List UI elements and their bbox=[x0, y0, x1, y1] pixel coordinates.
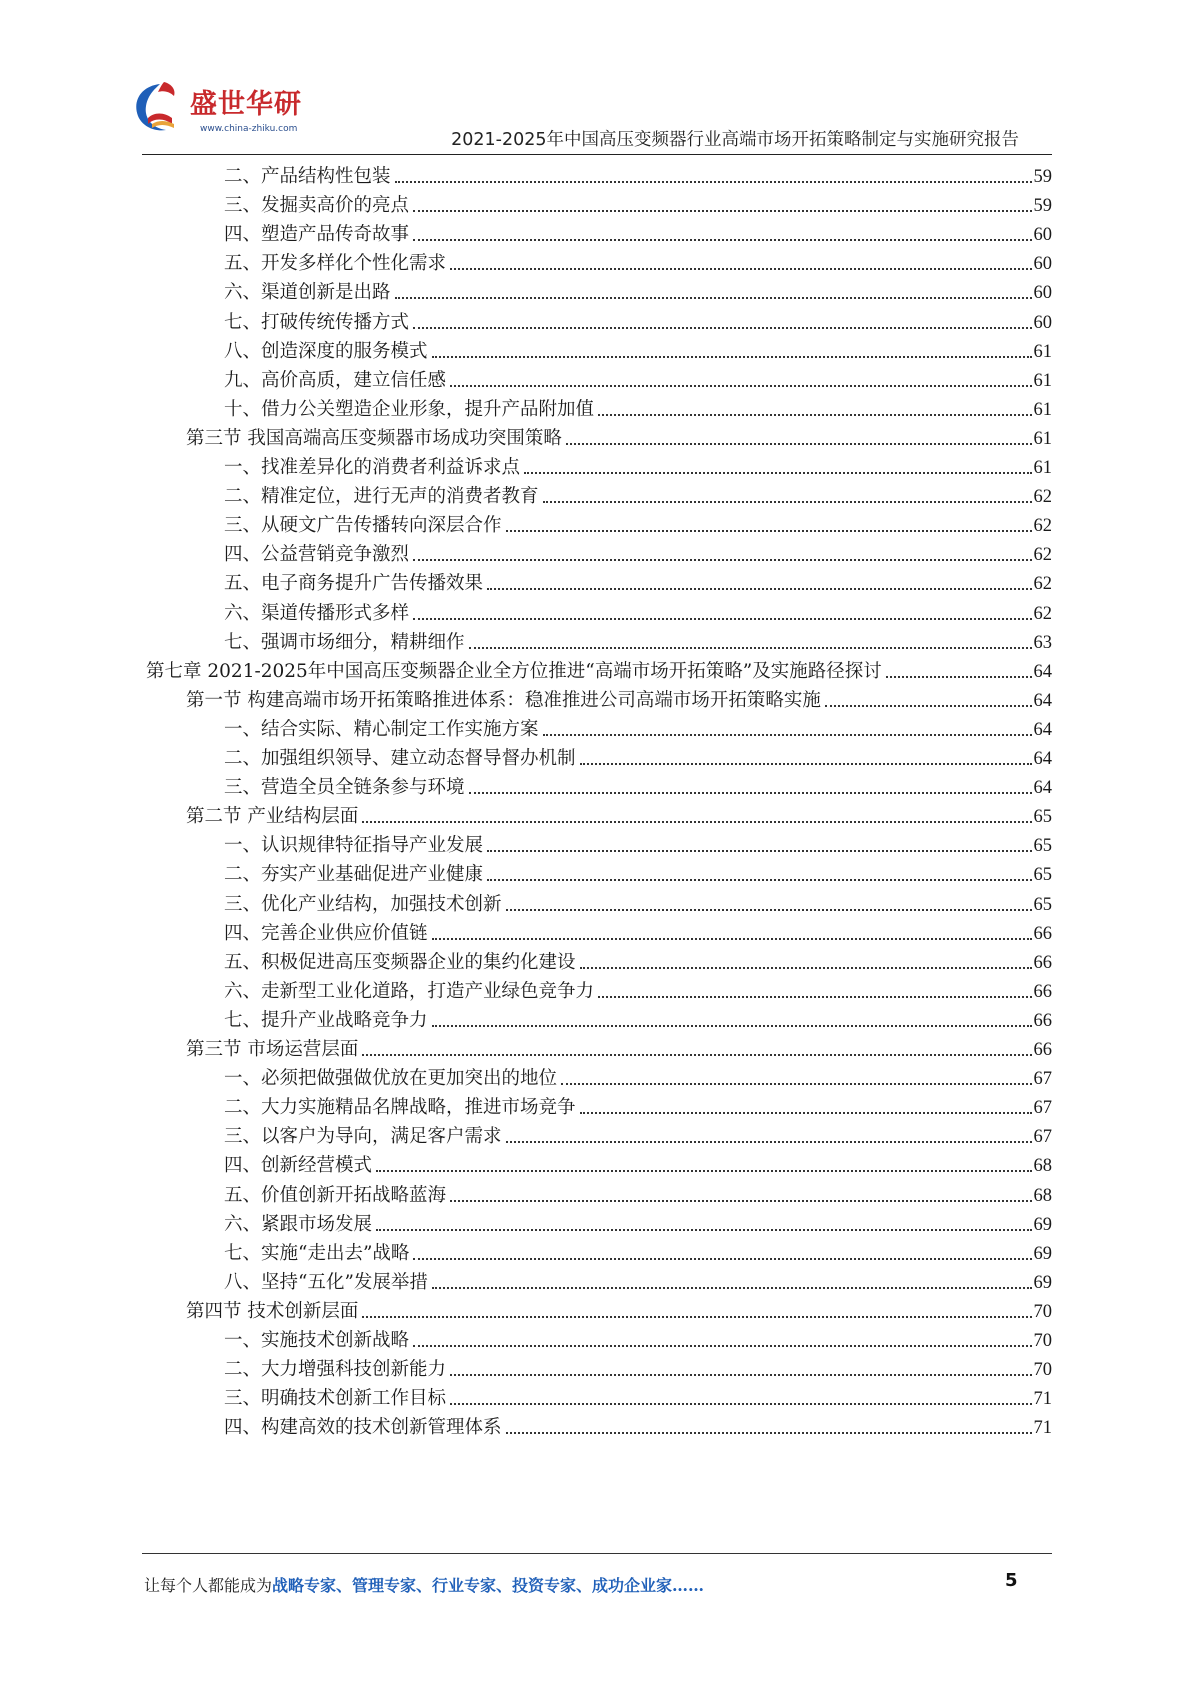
toc-entry-page: 65 bbox=[1033, 895, 1052, 915]
footer-divider bbox=[142, 1553, 1052, 1554]
toc-dot-leader bbox=[506, 1432, 1032, 1434]
toc-entry-label: 三、优化产业结构，加强技术创新 bbox=[224, 894, 502, 915]
toc-entry-page: 62 bbox=[1033, 604, 1052, 624]
toc-dot-leader bbox=[580, 763, 1032, 765]
toc-entry-label: 一、找准差异化的消费者利益诉求点 bbox=[224, 457, 521, 478]
toc-entry[interactable] bbox=[224, 216, 1052, 246]
toc-dot-leader bbox=[566, 443, 1032, 445]
toc-entry[interactable] bbox=[186, 1293, 1052, 1323]
toc-entry-label: 第三节 我国高端高压变频器市场成功突围策略 bbox=[186, 428, 562, 449]
toc-entry[interactable] bbox=[224, 304, 1052, 334]
toc-entry-page: 66 bbox=[1033, 1040, 1052, 1060]
logo-url: www.china-zhiku.com bbox=[200, 124, 298, 134]
toc-entry[interactable] bbox=[224, 915, 1052, 945]
toc-entry-label: 第四节 技术创新层面 bbox=[186, 1301, 359, 1322]
toc-entry-page: 60 bbox=[1033, 283, 1052, 303]
toc-entry-label: 第一节 构建高端市场开拓策略推进体系：稳准推进公司高端市场开拓策略实施 bbox=[186, 690, 821, 711]
toc-dot-leader bbox=[362, 821, 1031, 823]
toc-entry-label: 八、创造深度的服务模式 bbox=[224, 341, 428, 362]
toc-entry-page: 61 bbox=[1033, 458, 1052, 478]
toc-dot-leader bbox=[362, 1316, 1031, 1318]
toc-entry-label: 四、塑造产品传奇故事 bbox=[224, 224, 410, 245]
toc-dot-leader bbox=[413, 239, 1031, 241]
toc-entry[interactable] bbox=[224, 449, 1052, 479]
toc-dot-leader bbox=[450, 1403, 1031, 1405]
toc-entry-page: 70 bbox=[1033, 1302, 1052, 1322]
toc-entry-label: 六、渠道创新是出路 bbox=[224, 282, 391, 303]
toc-entry-page: 69 bbox=[1033, 1215, 1052, 1235]
toc-entry-label: 五、电子商务提升广告传播效果 bbox=[224, 573, 484, 594]
toc-entry[interactable] bbox=[224, 333, 1052, 363]
toc-entry-label: 十、借力公关塑造企业形象，提升产品附加值 bbox=[224, 399, 595, 420]
toc-dot-leader bbox=[506, 1141, 1032, 1143]
toc-entry[interactable] bbox=[224, 973, 1052, 1003]
toc-entry-label: 六、走新型工业化道路，打造产业绿色竞争力 bbox=[224, 981, 595, 1002]
toc-dot-leader bbox=[413, 210, 1031, 212]
footer-slogan-highlight: 战略专家、管理专家、行业专家、投资专家、成功企业家…… bbox=[272, 1576, 705, 1595]
toc-entry[interactable] bbox=[224, 1409, 1052, 1439]
toc-entry[interactable] bbox=[224, 1060, 1052, 1090]
toc-entry-page: 67 bbox=[1033, 1127, 1052, 1147]
toc-entry[interactable] bbox=[224, 1147, 1052, 1177]
toc-entry-page: 69 bbox=[1033, 1273, 1052, 1293]
toc-entry-page: 66 bbox=[1033, 1011, 1052, 1031]
toc-dot-leader bbox=[432, 1287, 1032, 1289]
toc-entry-page: 67 bbox=[1033, 1069, 1052, 1089]
toc-dot-leader bbox=[561, 1083, 1031, 1085]
toc-dot-leader bbox=[395, 181, 1032, 183]
toc-dot-leader bbox=[450, 385, 1031, 387]
toc-dot-leader bbox=[395, 297, 1032, 299]
company-logo bbox=[140, 78, 320, 148]
toc-entry-label: 五、开发多样化个性化需求 bbox=[224, 253, 447, 274]
toc-dot-leader bbox=[432, 356, 1032, 358]
toc-entry-page: 64 bbox=[1033, 691, 1052, 711]
toc-entry-page: 59 bbox=[1033, 167, 1052, 187]
toc-entry[interactable] bbox=[224, 536, 1052, 566]
toc-entry-label: 三、以客户为导向，满足客户需求 bbox=[224, 1126, 502, 1147]
toc-dot-leader bbox=[413, 618, 1031, 620]
toc-entry[interactable] bbox=[224, 1322, 1052, 1352]
toc-entry[interactable] bbox=[224, 740, 1052, 770]
toc-entry-label: 二、夯实产业基础促进产业健康 bbox=[224, 864, 484, 885]
toc-entry-label: 五、价值创新开拓战略蓝海 bbox=[224, 1185, 447, 1206]
toc-entry-page: 62 bbox=[1033, 545, 1052, 565]
logo-text: 盛世华研 bbox=[190, 89, 302, 120]
toc-entry[interactable] bbox=[186, 420, 1052, 450]
toc-dot-leader bbox=[543, 734, 1032, 736]
toc-entry-label: 八、坚持“五化”发展举措 bbox=[224, 1272, 428, 1293]
toc-entry-page: 60 bbox=[1033, 254, 1052, 274]
toc-entry-page: 64 bbox=[1033, 720, 1052, 740]
toc-entry[interactable] bbox=[146, 653, 1052, 683]
toc-entry-label: 一、实施技术创新战略 bbox=[224, 1330, 410, 1351]
toc-entry-label: 二、加强组织领导、建立动态督导督办机制 bbox=[224, 748, 576, 769]
toc-entry-page: 68 bbox=[1033, 1156, 1052, 1176]
toc-entry[interactable] bbox=[186, 1031, 1052, 1061]
toc-entry[interactable] bbox=[224, 1089, 1052, 1119]
page-header bbox=[0, 0, 1191, 160]
toc-dot-leader bbox=[413, 327, 1031, 329]
toc-entry[interactable] bbox=[224, 507, 1052, 537]
toc-dot-leader bbox=[362, 1054, 1031, 1056]
toc-dot-leader bbox=[413, 1345, 1031, 1347]
toc-entry[interactable] bbox=[224, 362, 1052, 392]
toc-dot-leader bbox=[506, 909, 1032, 911]
toc-dot-leader bbox=[506, 530, 1032, 532]
toc-entry-label: 第三节 市场运营层面 bbox=[186, 1039, 359, 1060]
header-divider bbox=[142, 154, 1052, 155]
toc-entry-label: 二、大力增强科技创新能力 bbox=[224, 1359, 447, 1380]
logo-swoosh-icon bbox=[130, 78, 190, 138]
toc-entry[interactable] bbox=[224, 478, 1052, 508]
toc-dot-leader bbox=[825, 705, 1032, 707]
toc-entry-label: 六、渠道传播形式多样 bbox=[224, 603, 410, 624]
toc-entry[interactable] bbox=[224, 274, 1052, 304]
report-title: 2021-2025年中国高压变频器行业高端市场开拓策略制定与实施研究报告 bbox=[451, 130, 1019, 150]
toc-entry[interactable] bbox=[224, 624, 1052, 654]
toc-dot-leader bbox=[598, 996, 1031, 998]
toc-entry[interactable] bbox=[224, 1206, 1052, 1236]
toc-entry-label: 四、构建高效的技术创新管理体系 bbox=[224, 1417, 502, 1438]
toc-entry-page: 61 bbox=[1033, 429, 1052, 449]
toc-entry-page: 65 bbox=[1033, 807, 1052, 827]
toc-entry-page: 60 bbox=[1033, 225, 1052, 245]
toc-dot-leader bbox=[487, 879, 1031, 881]
toc-entry[interactable] bbox=[224, 1002, 1052, 1032]
toc-dot-leader bbox=[376, 1170, 1031, 1172]
toc-dot-leader bbox=[598, 414, 1031, 416]
toc-entry-page: 66 bbox=[1033, 982, 1052, 1002]
toc-entry-page: 62 bbox=[1033, 487, 1052, 507]
toc-entry[interactable] bbox=[224, 1351, 1052, 1381]
toc-entry-label: 四、公益营销竞争激烈 bbox=[224, 544, 410, 565]
toc-entry[interactable] bbox=[224, 565, 1052, 595]
toc-entry-label: 七、实施“走出去”战略 bbox=[224, 1243, 410, 1264]
toc-entry-page: 71 bbox=[1033, 1389, 1052, 1409]
toc-entry-label: 三、发掘卖高价的亮点 bbox=[224, 195, 410, 216]
toc-entry-page: 65 bbox=[1033, 836, 1052, 856]
toc-entry[interactable] bbox=[224, 827, 1052, 857]
toc-entry-label: 七、强调市场细分，精耕细作 bbox=[224, 632, 465, 653]
toc-entry-label: 二、产品结构性包装 bbox=[224, 166, 391, 187]
toc-entry-page: 71 bbox=[1033, 1418, 1052, 1438]
toc-entry[interactable] bbox=[224, 1264, 1052, 1294]
toc-entry-label: 二、精准定位，进行无声的消费者教育 bbox=[224, 486, 539, 507]
toc-entry-label: 第二节 产业结构层面 bbox=[186, 806, 359, 827]
toc-entry-page: 69 bbox=[1033, 1244, 1052, 1264]
toc-dot-leader bbox=[432, 938, 1032, 940]
toc-dot-leader bbox=[413, 1258, 1031, 1260]
toc-entry-page: 70 bbox=[1033, 1360, 1052, 1380]
toc-dot-leader bbox=[469, 647, 1032, 649]
toc-dot-leader bbox=[580, 967, 1032, 969]
toc-entry[interactable] bbox=[224, 856, 1052, 886]
toc-entry-page: 63 bbox=[1033, 633, 1052, 653]
toc-entry-label: 三、营造全员全链条参与环境 bbox=[224, 777, 465, 798]
toc-dot-leader bbox=[413, 559, 1031, 561]
toc-entry[interactable] bbox=[224, 245, 1052, 275]
toc-entry-label: 四、创新经营模式 bbox=[224, 1155, 373, 1176]
toc-entry[interactable] bbox=[224, 711, 1052, 741]
toc-entry-page: 64 bbox=[1033, 749, 1052, 769]
toc-entry-page: 59 bbox=[1033, 196, 1052, 216]
toc-dot-leader bbox=[450, 1374, 1031, 1376]
toc-entry-page: 64 bbox=[1033, 778, 1052, 798]
toc-dot-leader bbox=[886, 676, 1032, 678]
toc-entry-label: 三、明确技术创新工作目标 bbox=[224, 1388, 447, 1409]
toc-entry-label: 一、必须把做强做优放在更加突出的地位 bbox=[224, 1068, 558, 1089]
toc-entry-page: 68 bbox=[1033, 1186, 1052, 1206]
toc-entry-page: 67 bbox=[1033, 1098, 1052, 1118]
toc-dot-leader bbox=[487, 588, 1031, 590]
toc-entry-page: 62 bbox=[1033, 574, 1052, 594]
page-number: 5 bbox=[1005, 1570, 1018, 1591]
toc-entry[interactable] bbox=[224, 886, 1052, 916]
toc-entry-page: 61 bbox=[1033, 400, 1052, 420]
toc-dot-leader bbox=[524, 472, 1031, 474]
toc-dot-leader bbox=[543, 501, 1032, 503]
toc-entry[interactable] bbox=[186, 798, 1052, 828]
toc-entry-label: 五、积极促进高压变频器企业的集约化建设 bbox=[224, 952, 576, 973]
toc-entry[interactable] bbox=[224, 158, 1052, 188]
toc-entry-label: 二、大力实施精品名牌战略，推进市场竞争 bbox=[224, 1097, 576, 1118]
toc-entry-page: 66 bbox=[1033, 924, 1052, 944]
toc-entry-page: 65 bbox=[1033, 865, 1052, 885]
toc-dot-leader bbox=[469, 792, 1032, 794]
footer-slogan-prefix: 让每个人都能成为 bbox=[144, 1576, 273, 1595]
toc-entry-page: 61 bbox=[1033, 342, 1052, 362]
toc-entry-page: 64 bbox=[1033, 662, 1052, 682]
toc-entry[interactable] bbox=[224, 1380, 1052, 1410]
toc-entry[interactable] bbox=[224, 187, 1052, 217]
toc-entry-page: 61 bbox=[1033, 371, 1052, 391]
toc-entry[interactable] bbox=[186, 682, 1052, 712]
toc-entry-label: 七、打破传统传播方式 bbox=[224, 312, 410, 333]
toc-entry[interactable] bbox=[224, 769, 1052, 799]
toc-dot-leader bbox=[450, 268, 1031, 270]
footer-slogan bbox=[144, 1573, 704, 1596]
toc-entry[interactable] bbox=[224, 391, 1052, 421]
toc-entry-page: 62 bbox=[1033, 516, 1052, 536]
toc-entry[interactable] bbox=[224, 595, 1052, 625]
toc-entry-label: 一、结合实际、精心制定工作实施方案 bbox=[224, 719, 539, 740]
toc-entry-label: 六、紧跟市场发展 bbox=[224, 1214, 373, 1235]
toc-entry-label: 第七章 2021-2025年中国高压变频器企业全方位推进“高端市场开拓策略”及实施路径探讨 bbox=[146, 661, 882, 682]
toc-entry-label: 一、认识规律特征指导产业发展 bbox=[224, 835, 484, 856]
toc-entry-label: 七、提升产业战略竞争力 bbox=[224, 1010, 428, 1031]
toc-entry[interactable] bbox=[224, 944, 1052, 974]
toc-dot-leader bbox=[432, 1025, 1032, 1027]
toc-dot-leader bbox=[580, 1112, 1032, 1114]
toc-dot-leader bbox=[487, 850, 1031, 852]
toc-entry-label: 四、完善企业供应价值链 bbox=[224, 923, 428, 944]
toc-entry-label: 三、从硬文广告传播转向深层合作 bbox=[224, 515, 502, 536]
toc-dot-leader bbox=[450, 1200, 1031, 1202]
toc-entry[interactable] bbox=[224, 1235, 1052, 1265]
toc-entry-page: 70 bbox=[1033, 1331, 1052, 1351]
toc-entry-label: 九、高价高质，建立信任感 bbox=[224, 370, 447, 391]
toc-entry[interactable] bbox=[224, 1177, 1052, 1207]
toc-entry-page: 60 bbox=[1033, 313, 1052, 333]
toc-entry-page: 66 bbox=[1033, 953, 1052, 973]
toc-dot-leader bbox=[376, 1229, 1031, 1231]
toc-entry[interactable] bbox=[224, 1118, 1052, 1148]
